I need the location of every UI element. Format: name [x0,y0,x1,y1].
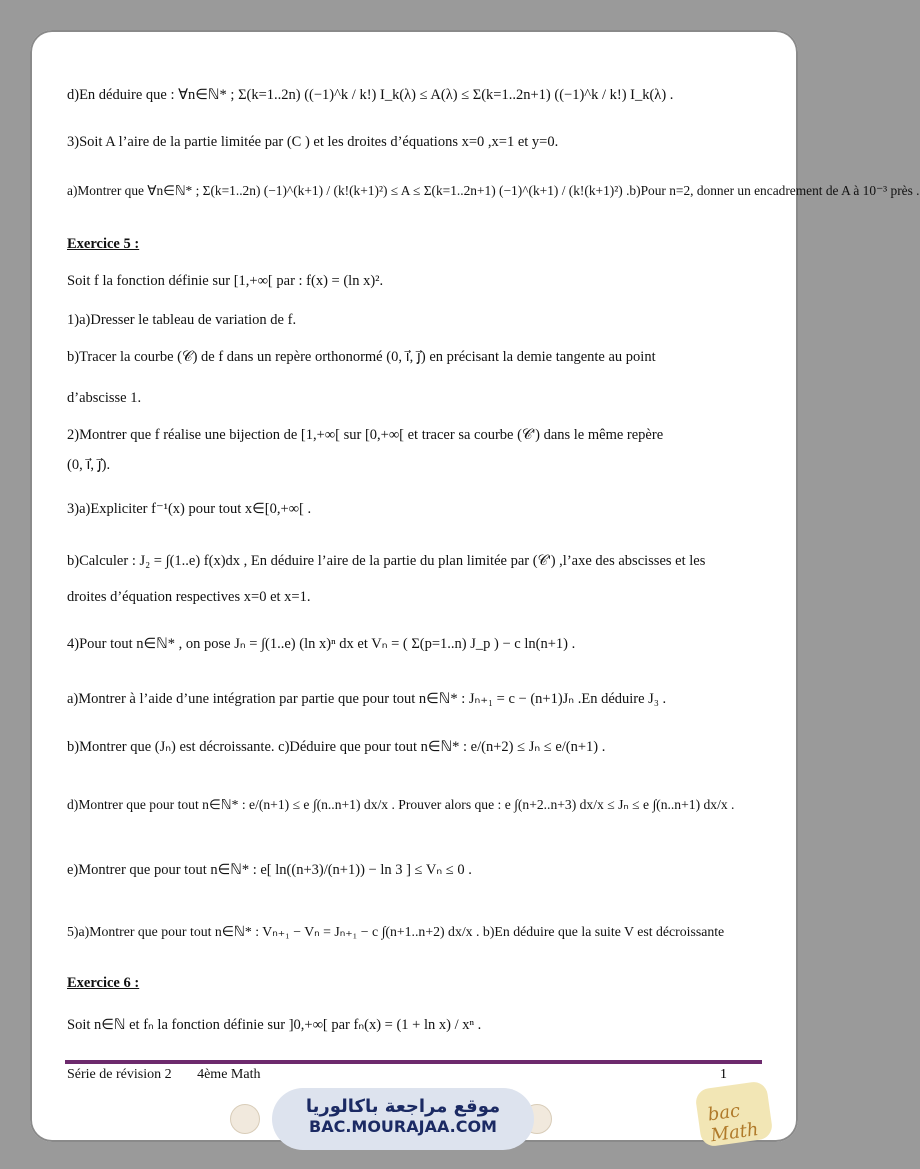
text-line: d’abscisse 1. [67,390,142,406]
text-line: b)Calculer : J₂ = ∫(1..e) f(x)dx , En déduire l’aire de la partie du plan limitée par (𝒞') ,l’axe des abscisses et les [67,553,706,569]
text-line: Soit f la fonction définie sur [1,+∞[ par : f(x) = (ln x)². [67,273,384,289]
text-line: e)Montrer que pour tout n∈ℕ* : e[ ln((n+3)/(n+1)) − ln 3 ] ≤ Vₙ ≤ 0 . [67,862,472,878]
footer-series: Série de révision 2 [67,1067,172,1082]
question-4d [67,796,734,814]
text-line: Soit n∈ℕ et fₙ la fonction définie sur ]0,+∞[ par fₙ(x) = (1 + ln x) / xⁿ . [67,1017,482,1033]
question-4e [67,861,472,880]
text-line: 1)a)Dresser le tableau de variation de f. [67,312,297,328]
heading: Exercice 5 : [67,236,140,252]
text-line: droites d’équation respectives x=0 et x=1. [67,589,311,605]
exercise-6-statement [67,1016,481,1035]
document-page [30,30,920,1147]
text-line: d)Montrer que pour tout n∈ℕ* : e/(n+1) ≤ e ∫(n..n+1) dx/x . Prouver alors que : e ∫(n+2..n+3) dx/x ≤ Jₙ ≤ e ∫(n..n+1) dx/x . [67,797,735,812]
text-line: a)Montrer à l’aide d’une intégration par partie que pour tout n∈ℕ* : Jₙ₊₁ = c − (n+1)Jₙ .En déduire J₃ . [67,691,667,707]
text-line: 2)Montrer que f réalise une bijection de [1,+∞[ sur [0,+∞[ et tracer sa courbe (𝒞') dans le même repère [67,427,664,443]
text-line: 5)a)Montrer que pour tout n∈ℕ* : Vₙ₊₁ − Vₙ = Jₙ₊₁ − c ∫(n+1..n+2) dx/x . b)En déduire que la suite V est décroissante [67,924,725,939]
text-line: 3)a)Expliciter f⁻¹(x) pour tout x∈[0,+∞[ . [67,501,312,517]
text-line: b)Montrer que (Jₙ) est décroissante. c)Déduire que pour tout n∈ℕ* : e/(n+2) ≤ Jₙ ≤ e/(n+1) . [67,739,606,755]
page-number: 1 [720,1067,727,1082]
banner-arabic-text: موقع مراجعة باكالوريا [305,1096,501,1117]
bac-math-badge-icon [694,1080,773,1147]
site-banner[interactable] [272,1088,534,1150]
text-line: (0, i⃗, j⃗). [67,457,111,473]
exercise-6-title [67,974,139,993]
question-1b-cont [67,389,141,408]
footer-divider [65,1060,762,1064]
question-3 [67,133,558,152]
footer-level: 4ème Math [197,1067,261,1082]
heading: Exercice 6 : [67,975,140,991]
exercise-5-title [67,235,139,254]
question-4a [67,690,666,709]
site-logo-icon [230,1104,260,1134]
question-3b-ex5 [67,552,705,571]
text-line: b)Tracer la courbe (𝒞) de f dans un repère orthonormé (0, i⃗, j⃗) en précisant la demie tangente au point [67,349,656,365]
footer [67,1067,282,1083]
question-2-cont [67,456,110,475]
question-4b [67,738,605,757]
question-1a [67,311,296,330]
text-line: d)En déduire que : ∀n∈ℕ* ; Σ(k=1..2n) ((−1)^k / k!) I_k(λ) ≤ A(λ) ≤ Σ(k=1..2n+1) ((−1)^k / k!) I_k(λ) . [67,87,674,103]
badge-text: bac Math [706,1100,760,1147]
question-2 [67,426,663,445]
question-3d [67,86,673,105]
text-line: a)Montrer que ∀n∈ℕ* ; Σ(k=1..2n) (−1)^(k+1) / (k!(k+1)²) ≤ A ≤ Σ(k=1..2n+1) (−1)^(k+1) / (k!(k+1)²) .b)Pour n=2, donner un encadrement de A à 10⁻³ près . [67,183,920,198]
text-line: 3)Soit A l’aire de la partie limitée par (C ) et les droites d’équations x=0 ,x=1 et y=0. [67,134,559,150]
text-line: 4)Pour tout n∈ℕ* , on pose Jₙ = ∫(1..e) (ln x)ⁿ dx et Vₙ = ( Σ(p=1..n) J_p ) − c ln(n+1) . [67,636,576,652]
exercise-5-statement [67,272,383,291]
question-3a [67,182,920,199]
question-3a-ex5 [67,500,311,519]
banner-url-link[interactable]: BAC.MOURAJAA.COM [309,1117,497,1136]
question-5a [67,923,724,941]
question-1b [67,348,656,367]
question-4 [67,635,575,654]
question-3b-cont [67,588,310,607]
